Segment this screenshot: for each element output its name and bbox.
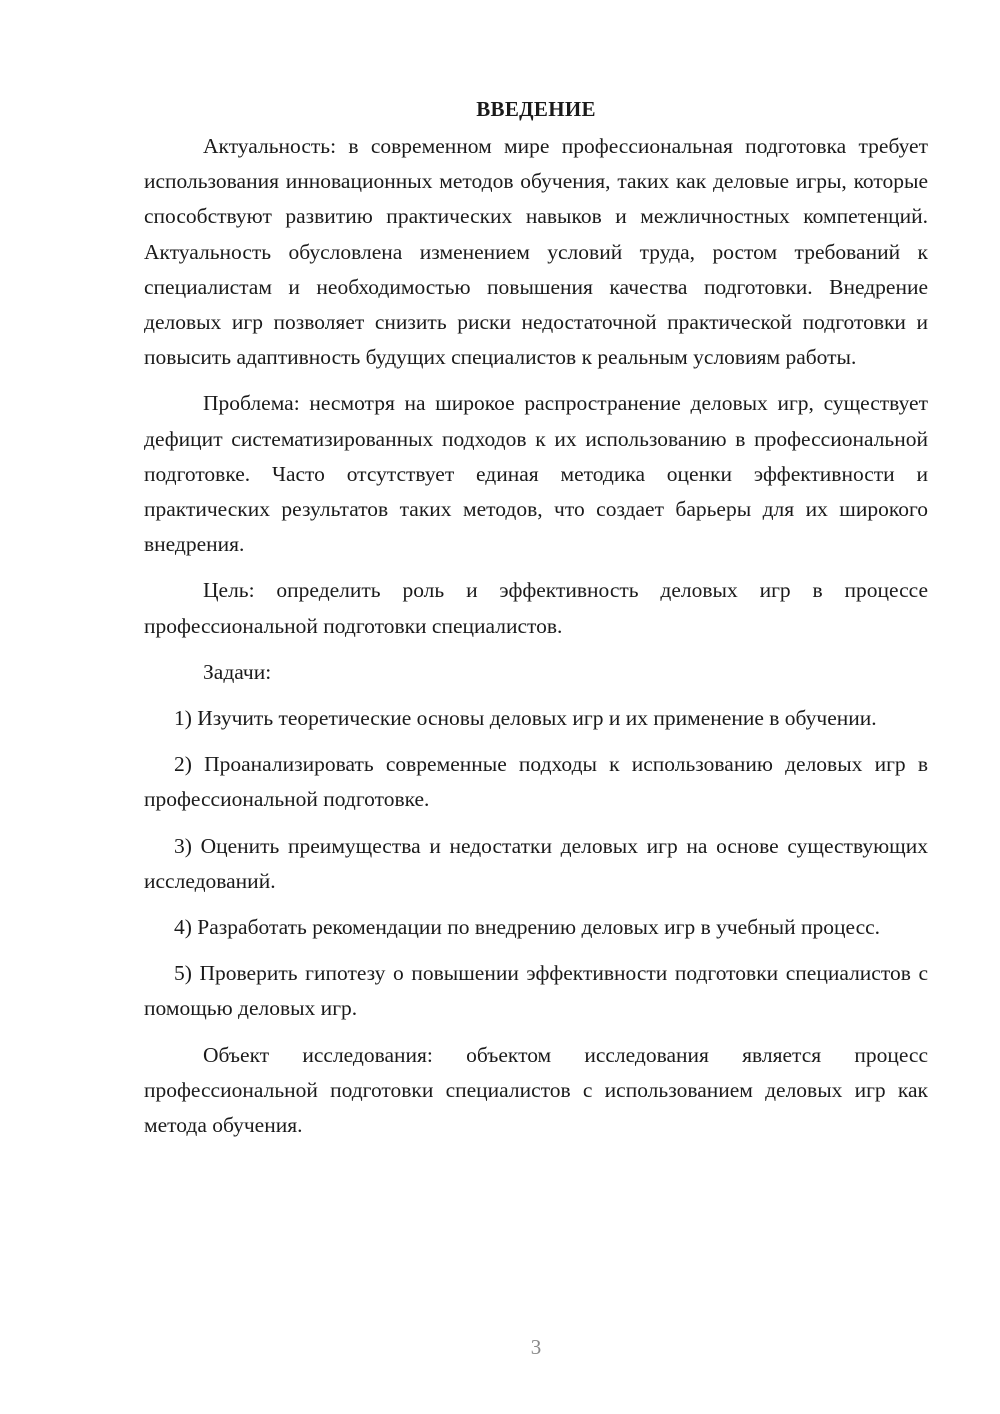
task-item-5: 5) Проверить гипотезу о повышении эффективности подготовки специалистов с помощью деловых игр. [144, 961, 928, 1021]
page-number: 3 [530, 1335, 542, 1359]
relevance-paragraph: Актуальность: в современном мире профессиональная подготовка требует использования инновационных методов обучения, таких как деловые игры, которые способствуют развитию практических навыков и межличностных компетенций. Актуальность обусловлена изменением условий труда, ростом требований к специалистам и необходимостью повышения качества подготовки. Внедрение деловых игр позволяет снизить риски недостаточной практической подготовки и повысить адаптивность будущих специалистов к реальным условиям работы. [144, 134, 928, 370]
tasks-label: Задачи: [203, 659, 272, 684]
goal-paragraph: Цель: определить роль и эффективность деловых игр в процессе профессиональной подготовки специалистов. [144, 578, 928, 638]
task-item-2: 2) Проанализировать современные подходы к использованию деловых игр в профессиональной подготовке. [144, 752, 928, 812]
object-paragraph: Объект исследования: объектом исследования является процесс профессиональной подготовки специалистов с использованием деловых игр как метода обучения. [144, 1042, 928, 1138]
task-item-4: 4) Разработать рекомендации по внедрению деловых игр в учебный процесс. [174, 915, 881, 940]
document-page [144, 92, 928, 1143]
task-item-3: 3) Оценить преимущества и недостатки деловых игр на основе существующих исследований. [144, 833, 928, 893]
section-heading: ВВЕДЕНИЕ [476, 97, 596, 121]
problem-paragraph: Проблема: несмотря на широкое распространение деловых игр, существует дефицит систематизированных подходов к их использованию в профессиональной подготовке. Часто отсутствует единая методика оценки эффективности и практических результатов таких методов, что создает барьеры для их широкого внедрения. [144, 391, 928, 557]
task-item-1: 1) Изучить теоретические основы деловых игр и их применение в обучении. [174, 706, 877, 731]
